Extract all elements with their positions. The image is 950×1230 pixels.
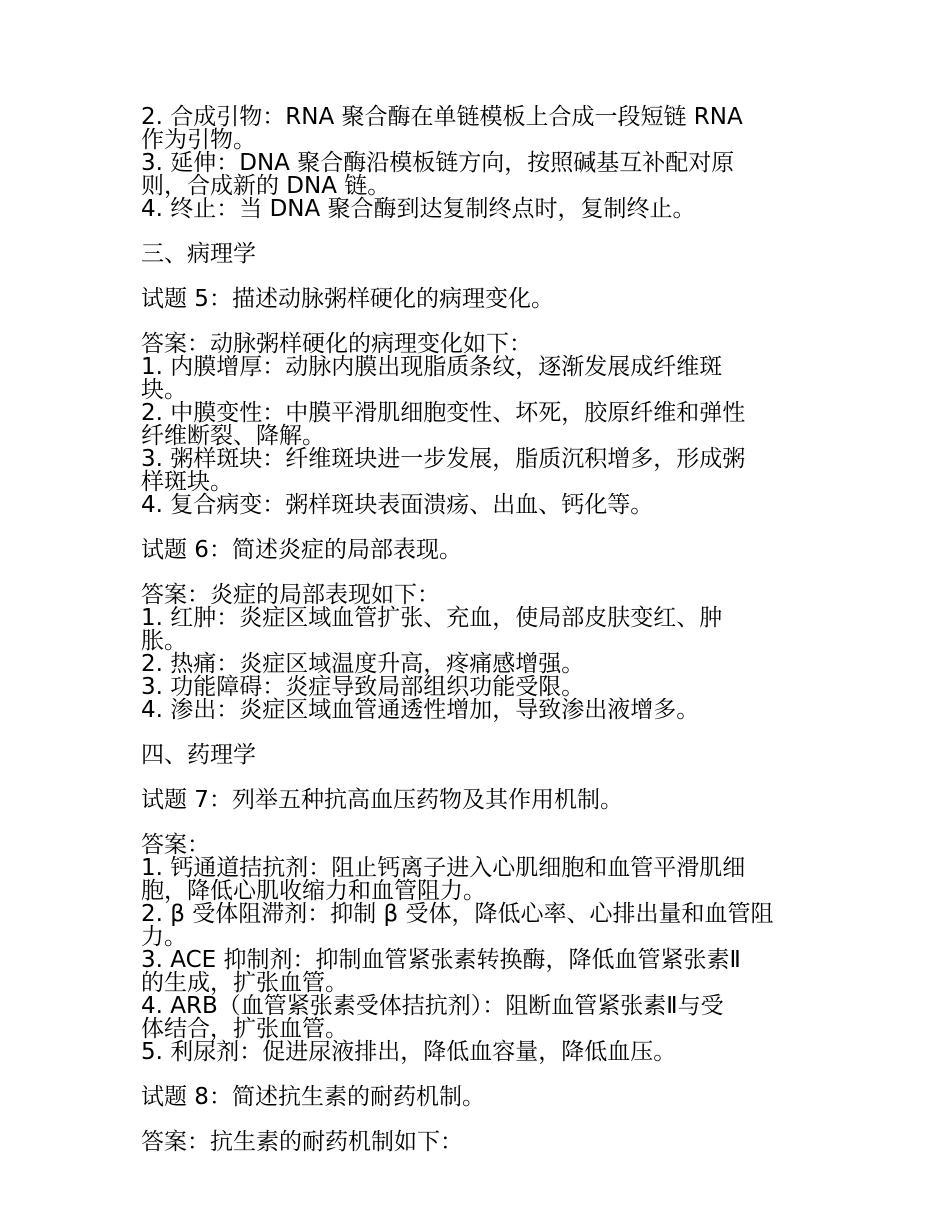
text-line: 4. 复合病变：粥样斑块表面溃疡、出血、钙化等。 [141, 492, 654, 518]
question-6: 试题 6：简述炎症的局部表现。 [141, 537, 462, 563]
text-line: 体结合，扩张血管。 [141, 1016, 348, 1042]
question-8: 试题 8：简述抗生素的耐药机制。 [141, 1084, 485, 1110]
text-line: 3. 延伸：DNA 聚合酶沿模板链方向，按照碱基互补配对原 [141, 150, 735, 176]
text-line: 2. 合成引物：RNA 聚合酶在单链模板上合成一段短链 RNA [141, 104, 743, 130]
text-line: 样斑块。 [141, 469, 233, 495]
answer-5 [141, 333, 821, 517]
question-5: 试题 5：描述动脉粥样硬化的病理变化。 [141, 286, 554, 312]
answer-6 [141, 584, 821, 722]
text-line: 胀。 [141, 628, 187, 654]
answer-7 [141, 834, 821, 1064]
text-line: 2. 热痛：炎症区域温度升高，疼痛感增强。 [141, 651, 585, 677]
text-line: 4. 渗出：炎症区域血管通透性增加，导致渗出液增多。 [141, 697, 700, 723]
text-line: 答案：炎症的局部表现如下： [141, 582, 440, 608]
text-line: 力。 [141, 924, 187, 950]
text-line: 5. 利尿剂：促进尿液排出，降低血容量，降低血压。 [141, 1039, 677, 1065]
section-heading-pathology: 三、病理学 [141, 241, 256, 267]
answer-8 [141, 1131, 821, 1154]
text-line: 则，合成新的 DNA 链。 [141, 173, 391, 199]
text-line: 3. ACE 抑制剂：抑制血管紧张素转换酶，降低血管紧张素Ⅱ [141, 947, 741, 973]
text-line: 2. 中膜变性：中膜平滑肌细胞变性、坏死，胶原纤维和弹性 [141, 400, 746, 426]
question-7: 试题 7：列举五种抗高血压药物及其作用机制。 [141, 787, 623, 813]
text-line: 1. 红肿：炎症区域血管扩张、充血，使局部皮肤变红、肿 [141, 605, 723, 631]
text-line: 3. 粥样斑块：纤维斑块进一步发展，脂质沉积增多，形成粥 [141, 446, 746, 472]
text-line: 1. 内膜增厚：动脉内膜出现脂质条纹，逐渐发展成纤维斑 [141, 354, 723, 380]
text-line: 答案： [141, 832, 210, 858]
section-heading-pharmacology: 四、药理学 [141, 742, 256, 768]
text-line: 答案：动脉粥样硬化的病理变化如下： [141, 331, 532, 357]
text-line: 纤维断裂、降解。 [141, 423, 325, 449]
text-line: 胞，降低心肌收缩力和血管阻力。 [141, 878, 486, 904]
text-line: 4. 终止：当 DNA 聚合酶到达复制终点时，复制终止。 [141, 196, 696, 222]
text-line: 3. 功能障碍：炎症导致局部组织功能受限。 [141, 674, 585, 700]
text-line: 答案：抗生素的耐药机制如下： [141, 1129, 463, 1155]
text-line: 1. 钙通道拮抗剂：阻止钙离子进入心肌细胞和血管平滑肌细 [141, 855, 746, 881]
text-line: 2. β 受体阻滞剂：抑制 β 受体，降低心率、心排出量和血管阻 [141, 901, 774, 927]
text-line: 的生成，扩张血管。 [141, 970, 348, 996]
document-page [141, 106, 821, 1176]
text-line: 作为引物。 [141, 127, 256, 153]
text-line: 块。 [141, 377, 187, 403]
text-line: 4. ARB（血管紧张素受体拮抗剂）：阻断血管紧张素Ⅱ与受 [141, 993, 724, 1019]
dna-replication-steps [141, 106, 821, 221]
